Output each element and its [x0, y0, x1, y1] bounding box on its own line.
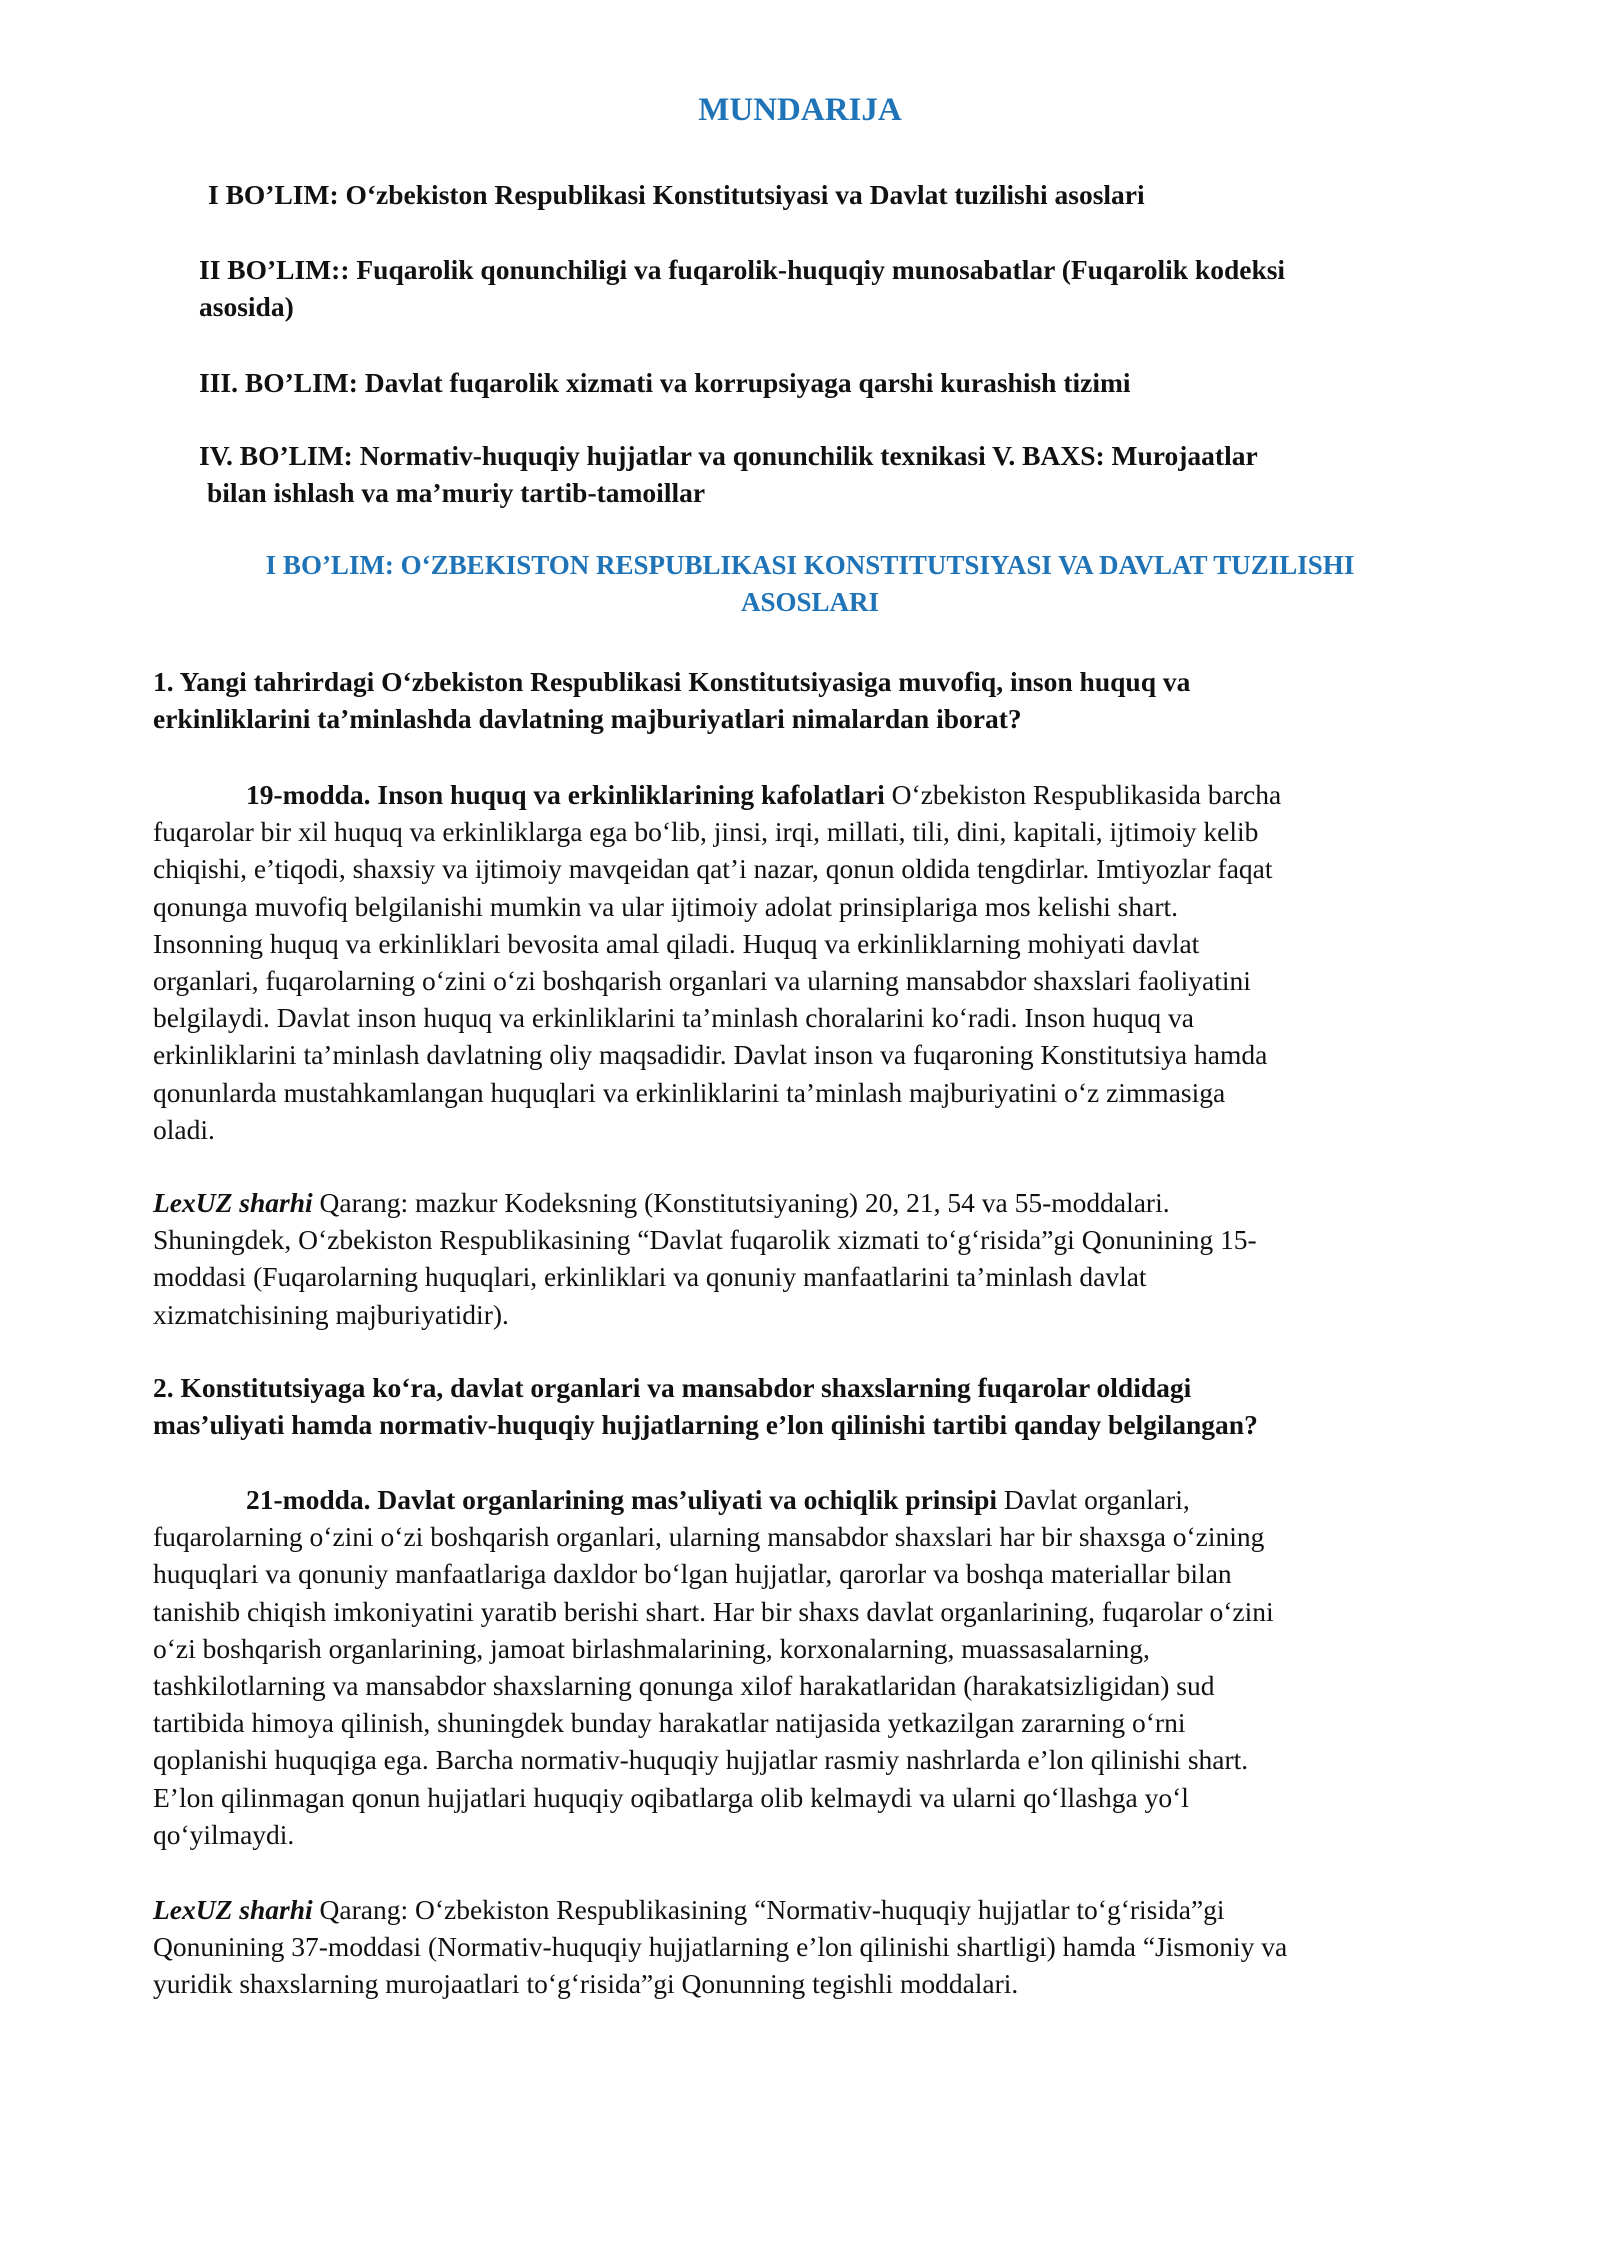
paragraph-line: xizmatchisining majburiyatidir). [153, 1298, 509, 1330]
toc-item-section-4[interactable] [199, 437, 1499, 511]
question-line: erkinliklarini ta’minlashda davlatning majburiyatlari nimalardan iborat? [153, 703, 1022, 734]
paragraph-line: organlari, fuqarolarning o‘zini o‘zi boshqarish organlari va ularning mansabdor shaxslari faoliyatini [153, 965, 1251, 997]
paragraph-line: huquqlari va qonuniy manfaatlariga daxldor bo‘lgan hujjatlar, qarorlar va boshqa materiallar bilan [153, 1558, 1232, 1590]
section-heading-line: ASOSLARI [740, 587, 880, 617]
paragraph-line [153, 1184, 1498, 1221]
paragraph-text: Qarang: O‘zbekiston Respublikasining “Normativ-huquqiy hujjatlar to‘g‘risida”gi [312, 1894, 1225, 1925]
paragraph-line [153, 1891, 1498, 1928]
paragraph-line: qo‘yilmaydi. [153, 1818, 295, 1850]
paragraph-line: E’lon qilinmagan qonun hujjatlari huquqiy oqibatlarga olib kelmaydi va ularni qo‘llashga yo‘l [153, 1781, 1189, 1813]
paragraph-line [153, 776, 1498, 813]
question-line: 1. Yangi tahrirdagi O‘zbekiston Respublikasi Konstitutsiyasiga muvofiq, inson huquq va [153, 666, 1191, 697]
paragraph-line: fuqarolarning o‘zini o‘zi boshqarish organlari, ularning mansabdor shaxslari har bir shaxsga o‘zining [153, 1521, 1265, 1553]
toc-line: IV. BO’LIM: Normativ-huquqiy hujjatlar va qonunchilik texnikasi V. BAXS: Murojaatlar [199, 440, 1258, 471]
commentary-1 [153, 1184, 1498, 1333]
article-19-text [153, 776, 1498, 1148]
paragraph-text: Davlat organlari, [997, 1484, 1190, 1515]
toc-line: asosida) [199, 291, 294, 322]
contents-title: MUNDARIJA [698, 92, 902, 128]
toc-line: I BO’LIM: O‘zbekiston Respublikasi Konstitutsiyasi va Davlat tuzilishi asoslari [208, 179, 1145, 210]
paragraph-line: tartibida himoya qilinish, shuningdek bunday harakatlar natijasida yetkazilgan zararning o‘rni [153, 1707, 1186, 1739]
paragraph-line: chiqishi, e’tiqodi, shaxsiy va ijtimoiy mavqeidan qat’i nazar, qonun oldida tengdirlar. Imtiyozlar faqat [153, 853, 1273, 885]
question-line: mas’uliyati hamda normativ-huquqiy hujjatlarning e’lon qilinishi tartibi qanday belgilangan? [153, 1409, 1258, 1440]
toc-line: bilan ishlash va ma’muriy tartib-tamoillar [207, 477, 706, 508]
section-heading [140, 547, 1480, 621]
commentary-2 [153, 1891, 1498, 2003]
article-title: 19-modda. Inson huquq va erkinliklarining kafolatlari [246, 779, 885, 810]
toc-line: II BO’LIM:: Fuqarolik qonunchiligi va fuqarolik-huquqiy munosabatlar (Fuqarolik kodeksi [199, 254, 1286, 285]
paragraph-line: qoplanishi huquqiga ega. Barcha normativ-huquqiy hujjatlar rasmiy nashrlarda e’lon qilinishi shart. [153, 1744, 1249, 1776]
commentary-label: LexUZ sharhi [153, 1187, 313, 1218]
paragraph-line: qonunlarda mustahkamlangan huquqlari va erkinliklarini ta’minlash majburiyatini o‘z zimmasiga [153, 1076, 1226, 1108]
paragraph-line: moddasi (Fuqarolarning huquqlari, erkinliklari va qonuniy manfaatlarini ta’minlash davlat [153, 1261, 1147, 1293]
paragraph-text: O‘zbekiston Respublikasida barcha [884, 779, 1282, 810]
paragraph-line: tanishib chiqish imkoniyatini yaratib berishi shart. Har bir shaxs davlat organlarining, fuqarolar o‘zini [153, 1595, 1274, 1627]
paragraph-line: tashkilotlarning va mansabdor shaxslarning qonunga xilof harakatlaridan (harakatsizligidan) sud [153, 1670, 1215, 1702]
paragraph-line: erkinliklarini ta’minlash davlatning oliy maqsadidir. Davlat inson va fuqaroning Konstitutsiya hamda [153, 1039, 1268, 1071]
paragraph-line: qonunga muvofiq belgilanishi mumkin va ular ijtimoiy adolat prinsiplariga mos kelishi shart. [153, 890, 1178, 922]
toc-line: III. BO’LIM: Davlat fuqarolik xizmati va korrupsiyaga qarshi kurashish tizimi [199, 367, 1131, 398]
article-title: 21-modda. Davlat organlarining mas’uliyati va ochiqlik prinsipi [246, 1484, 998, 1515]
paragraph-line: yuridik shaxslarning murojaatlari to‘g‘risida”gi Qonunning tegishli moddalari. [153, 1968, 1019, 2000]
question-1 [153, 663, 1493, 737]
paragraph-line: fuqarolar bir xil huquq va erkinliklarga ega bo‘lib, jinsi, irqi, millati, tili, dini, kapitali, ijtimoiy kelib [153, 816, 1259, 848]
paragraph-line: Shuningdek, O‘zbekiston Respublikasining “Davlat fuqarolik xizmati to‘g‘risida”gi Qonunining 15- [153, 1224, 1257, 1256]
paragraph-line: o‘zi boshqarish organlarining, jamoat birlashmalarining, korxonalarning, muassasalarning, [153, 1632, 1150, 1664]
paragraph-text: Qarang: mazkur Kodeksning (Konstitutsiyaning) 20, 21, 54 va 55-moddalari. [312, 1187, 1170, 1218]
toc-item-section-1[interactable] [208, 176, 1508, 213]
question-2 [153, 1369, 1493, 1443]
paragraph-line: belgilaydi. Davlat inson huquq va erkinliklarini ta’minlash choralarini ko‘radi. Inson huquq va [153, 1002, 1194, 1034]
paragraph-line: Insonning huquq va erkinliklari bevosita amal qiladi. Huquq va erkinliklarning mohiyati davlat [153, 927, 1200, 959]
paragraph-line: Qonunining 37-moddasi (Normativ-huquqiy hujjatlarning e’lon qilinishi shartligi) hamda “Jismoniy va [153, 1931, 1288, 1963]
article-21-text [153, 1481, 1498, 1853]
commentary-label: LexUZ sharhi [153, 1894, 313, 1925]
question-line: 2. Konstitutsiyaga ko‘ra, davlat organlari va mansabdor shaxslarning fuqarolar oldidagi [153, 1372, 1192, 1403]
paragraph-line [153, 1481, 1498, 1518]
paragraph-line: oladi. [153, 1113, 215, 1145]
toc-item-section-3[interactable] [199, 364, 1499, 401]
toc-item-section-2[interactable] [199, 251, 1499, 325]
section-heading-line: I BO’LIM: O‘ZBEKISTON RESPUBLIKASI KONSTITUTSIYASI VA DAVLAT TUZILISHI [265, 550, 1355, 580]
